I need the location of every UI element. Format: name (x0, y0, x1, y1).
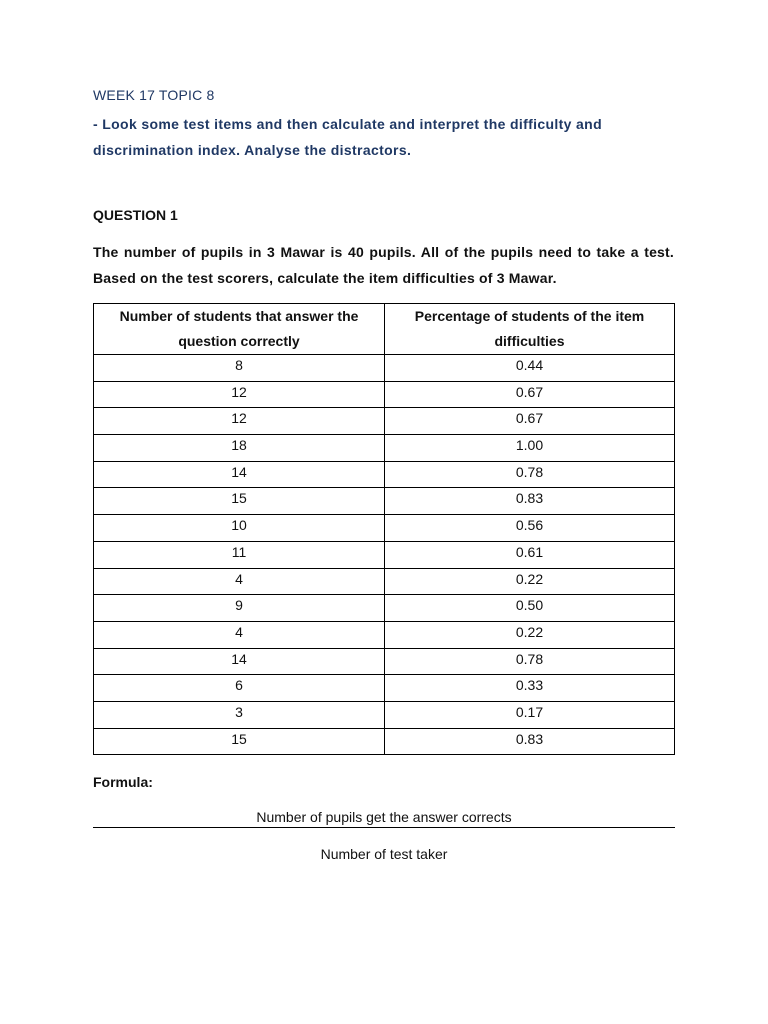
table-row (94, 408, 675, 435)
formula-numerator: Number of pupils get the answer corrects (256, 809, 512, 825)
table-row (94, 381, 675, 408)
table-header-row (94, 304, 675, 355)
table-row (94, 568, 675, 595)
difficulty-cell: 0.17 (385, 701, 675, 728)
difficulty-cell: 1.00 (385, 435, 675, 462)
item-difficulty-table (93, 303, 675, 755)
table-row (94, 701, 675, 728)
question-title: QUESTION 1 (93, 207, 178, 223)
difficulty-cell: 0.22 (385, 621, 675, 648)
intro-instructions: - Look some test items and then calculate and interpret the difficulty and discrimination index. Analyse the distractors. (93, 116, 602, 158)
difficulty-cell: 0.33 (385, 675, 675, 702)
column-header-difficulty: Percentage of students of the item difficulties (385, 304, 675, 355)
correct-count-cell: 4 (94, 568, 385, 595)
correct-count-cell: 12 (94, 381, 385, 408)
table-row (94, 355, 675, 382)
difficulty-cell: 0.67 (385, 408, 675, 435)
column-header-correct-count: Number of students that answer the question correctly (94, 304, 385, 355)
table-row (94, 621, 675, 648)
correct-count-cell: 14 (94, 461, 385, 488)
correct-count-cell: 18 (94, 435, 385, 462)
difficulty-cell: 0.22 (385, 568, 675, 595)
difficulty-cell: 0.61 (385, 541, 675, 568)
table-body (94, 355, 675, 755)
correct-count-cell: 8 (94, 355, 385, 382)
correct-count-cell: 11 (94, 541, 385, 568)
difficulty-cell: 0.56 (385, 515, 675, 542)
correct-count-cell: 4 (94, 621, 385, 648)
formula-denominator: Number of test taker (320, 846, 448, 862)
table-row (94, 435, 675, 462)
correct-count-cell: 14 (94, 648, 385, 675)
table-row (94, 461, 675, 488)
table-row (94, 595, 675, 622)
correct-count-cell: 10 (94, 515, 385, 542)
table-row (94, 488, 675, 515)
difficulty-cell: 0.78 (385, 648, 675, 675)
fraction-line (93, 827, 675, 828)
difficulty-cell: 0.78 (385, 461, 675, 488)
question-text: The number of pupils in 3 Mawar is 40 pupils. All of the pupils need to take a test. Based on the test scorers, calculate the item difficulties of 3 Mawar. (93, 244, 674, 286)
difficulty-cell: 0.83 (385, 728, 675, 755)
formula-label: Formula: (93, 774, 153, 790)
page-heading: WEEK 17 TOPIC 8 (93, 87, 215, 103)
difficulty-cell: 0.67 (385, 381, 675, 408)
correct-count-cell: 15 (94, 488, 385, 515)
table-row (94, 541, 675, 568)
difficulty-cell: 0.83 (385, 488, 675, 515)
correct-count-cell: 6 (94, 675, 385, 702)
difficulty-cell: 0.50 (385, 595, 675, 622)
correct-count-cell: 3 (94, 701, 385, 728)
table-row (94, 675, 675, 702)
correct-count-cell: 9 (94, 595, 385, 622)
table-row (94, 515, 675, 542)
correct-count-cell: 12 (94, 408, 385, 435)
table-row (94, 648, 675, 675)
difficulty-cell: 0.44 (385, 355, 675, 382)
correct-count-cell: 15 (94, 728, 385, 755)
table-row (94, 728, 675, 755)
